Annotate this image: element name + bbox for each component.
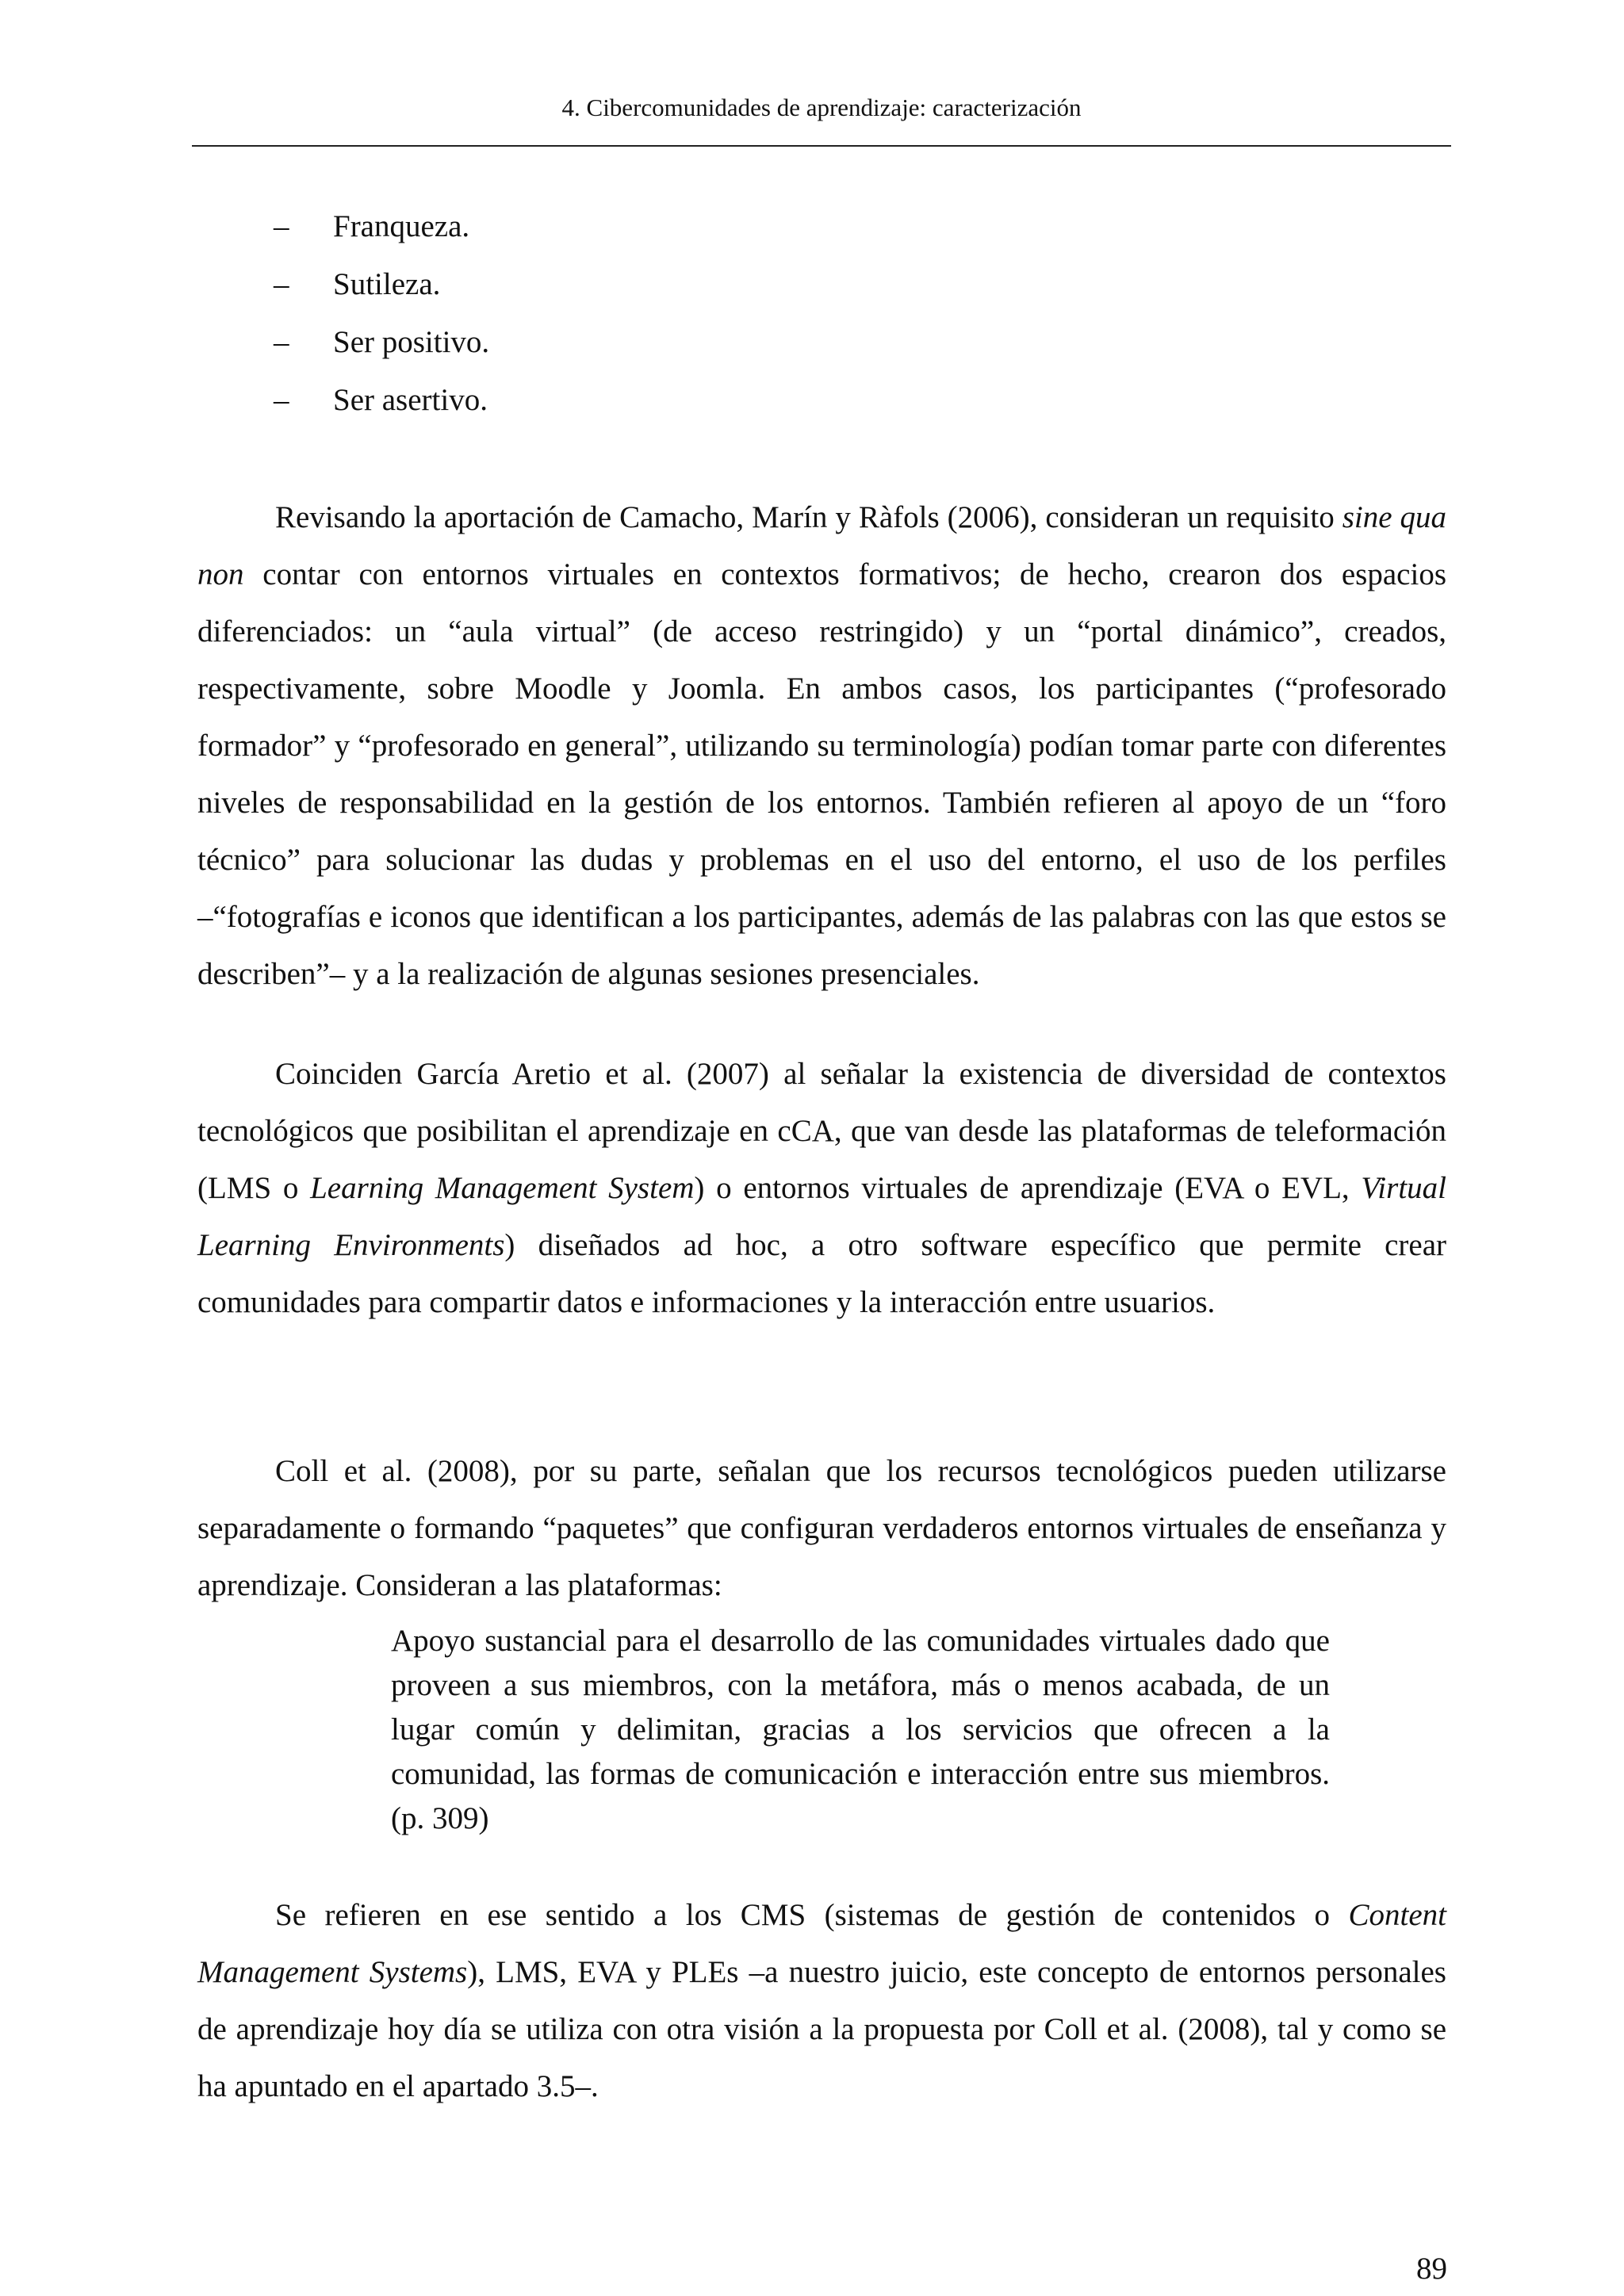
paragraph-text: ), LMS, EVA y PLEs –a nuestro juicio, este concepto de entornos personales de aprendizaje hoy día se utiliza con otra visión a la propuesta por Coll et al. (2008), tal y como se ha apuntado en el apartado 3.5–. bbox=[197, 1955, 1446, 2103]
list-item-text: Franqueza. bbox=[333, 209, 470, 243]
running-header: 4. Cibercomunidades de aprendizaje: caracterización bbox=[561, 94, 1082, 121]
italic-term: Virtual Learning Environments bbox=[197, 1171, 1446, 1262]
block-quote: Apoyo sustancial para el desarrollo de las comunidades virtuales dado que proveen a sus miembros, con la metáfora, más o menos acabada, de un lugar común y delimitan, gracias a los servicios que ofrecen a la comunidad, las formas de comunicación e interacción entre sus miembros. (p. 309) bbox=[391, 1624, 1330, 1835]
italic-term: sine qua non bbox=[197, 500, 1446, 591]
bullet-list bbox=[274, 205, 489, 436]
paragraph-cms bbox=[197, 1887, 1446, 2115]
list-item-text: Sutileza. bbox=[333, 267, 441, 301]
paragraph-text: Se refieren en ese sentido a los CMS (sistemas de gestión de contenidos o bbox=[275, 1898, 1349, 1932]
header-rule bbox=[192, 145, 1451, 147]
list-item bbox=[274, 262, 489, 320]
paragraph-text: Revisando la aportación de Camacho, Marín y Ràfols (2006), consideran un requisito bbox=[275, 500, 1342, 534]
paragraph-text: Coinciden García Aretio et al. (2007) al señalar la existencia de diversidad de contextos tecnológicos que posibilitan el aprendizaje en cCA, que van desde las plataformas de teleformación (LMS o bbox=[197, 1057, 1446, 1205]
paragraph-text: ) diseñados ad hoc, a otro software específico que permite crear comunidades para compartir datos e informaciones y la interacción entre usuarios. bbox=[197, 1228, 1447, 1319]
list-item bbox=[274, 378, 489, 436]
paragraph-text: ) o entornos virtuales de aprendizaje (EVA o EVL, bbox=[694, 1171, 1362, 1205]
list-item bbox=[274, 320, 489, 378]
list-item-text: Ser asertivo. bbox=[333, 383, 488, 417]
paragraph-coll bbox=[197, 1443, 1446, 1614]
page-number: 89 bbox=[1416, 2252, 1447, 2286]
italic-term: Learning Management System bbox=[310, 1171, 695, 1205]
paragraph-camacho bbox=[197, 489, 1446, 1003]
paragraph-garcia-aretio bbox=[197, 1046, 1446, 1331]
italic-term: Content Management Systems bbox=[197, 1898, 1446, 1989]
bullet-dash: – bbox=[274, 209, 289, 243]
bullet-dash: – bbox=[274, 325, 289, 359]
bullet-dash: – bbox=[274, 383, 289, 417]
paragraph-text: contar con entornos virtuales en contextos formativos; de hecho, crearon dos espacios diferenciados: un “aula virtual” (de acceso restringido) y un “portal dinámico”, creados, respectivamente, sobre Moodle y Joomla. En ambos casos, los participantes (“profesorado formador” y “profesorado en general”, utilizando su terminología) podían tomar parte con diferentes niveles de responsabilidad en la gestión de los entornos. También refieren al apoyo de un “foro técnico” para solucionar las dudas y problemas en el uso del entorno, el uso de los perfiles –“fotografías e iconos que identifican a los participantes, además de las palabras con las que estos se describen”– y a la realización de algunas sesiones presenciales. bbox=[197, 557, 1446, 991]
bullet-dash: – bbox=[274, 267, 289, 301]
list-item bbox=[274, 205, 489, 262]
list-item-text: Ser positivo. bbox=[333, 325, 490, 359]
paragraph-text: Coll et al. (2008), por su parte, señalan que los recursos tecnológicos pueden utilizarse separadamente o formando “paquetes” que configuran verdaderos entornos virtuales de enseñanza y aprendizaje. Consideran a las plataformas: bbox=[197, 1454, 1446, 1602]
